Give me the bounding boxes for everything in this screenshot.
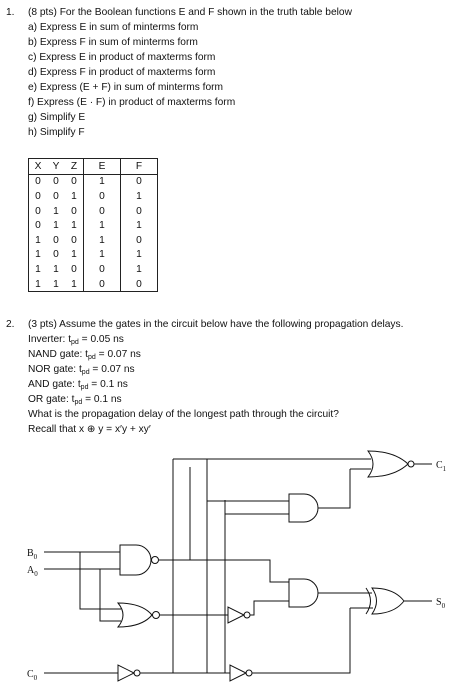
- cell-e: 0: [84, 262, 121, 277]
- cell-y: 0: [53, 190, 59, 202]
- header-f: F: [121, 159, 158, 175]
- cell-e: 1: [84, 233, 121, 248]
- nor-bubble: [153, 612, 160, 619]
- cell-z: 1: [65, 189, 84, 204]
- cell-x: 1: [29, 233, 48, 248]
- cell-x: 1: [29, 277, 48, 292]
- inverter-c0: [118, 665, 134, 681]
- xor-gate: [372, 588, 404, 614]
- cell-x: 1: [29, 248, 48, 263]
- cell-z: 1: [65, 218, 84, 233]
- cell-f: 0: [121, 204, 158, 219]
- q1-part-f: f) Express (E · F) in product of maxterms form: [28, 97, 236, 108]
- cell-f: 1: [121, 248, 158, 263]
- cell-f: 1: [121, 262, 158, 277]
- nand-gate: [120, 545, 151, 575]
- q1-line: (8 pts) For the Boolean functions E and F shown in the truth table below: [28, 7, 352, 18]
- cell-x: 0: [29, 204, 48, 219]
- cell-z: 1: [65, 277, 84, 292]
- cell-e: 1: [84, 248, 121, 263]
- cell-z: 0: [65, 204, 84, 219]
- q1-part-e: e) Express (E + F) in sum of minterms form: [28, 82, 224, 93]
- cell-y: 1: [47, 277, 65, 292]
- label-c0: $C_0$: [27, 669, 38, 682]
- cell-y: 1: [53, 220, 59, 232]
- cell-z: 0: [65, 233, 84, 248]
- label-s0: $S_0$: [436, 597, 446, 610]
- cell-x: 0: [29, 218, 48, 233]
- delay-or: OR gate: $t_{pd} = 0.1$ ns: [28, 394, 122, 406]
- header-y: Y: [47, 159, 65, 175]
- cell-y: 1: [53, 263, 59, 275]
- q1-part-g: g) Simplify E: [28, 112, 86, 123]
- cell-e: 0: [84, 277, 121, 292]
- cell-f: 1: [121, 189, 158, 204]
- cell-e: 1: [84, 218, 121, 233]
- q1-part-d: d) Express F in product of maxterms form: [28, 67, 216, 78]
- and-gate-middle: [289, 494, 318, 522]
- q2-question: What is the propagation delay of the longest path through the circuit?: [28, 409, 339, 420]
- q1-part-c: c) Express E in product of maxterms form: [28, 52, 216, 63]
- q1-part-b: b) Express F in sum of minterms form: [28, 37, 198, 48]
- cell-x: 1: [29, 262, 48, 277]
- cell-e: 0: [84, 189, 121, 204]
- cell-f: 0: [121, 277, 158, 292]
- label-b0: $B_0$: [27, 548, 38, 561]
- cell-f: 0: [121, 174, 158, 189]
- header-x: X: [29, 159, 48, 175]
- delay-nor: NOR gate: $t_{pd} = 0.07$ ns: [28, 364, 135, 376]
- cell-y: 1: [53, 205, 59, 217]
- cell-z: 1: [65, 248, 84, 263]
- question-2-number: 2.: [6, 319, 15, 330]
- cell-f: 1: [121, 218, 158, 233]
- nor-gate: [118, 603, 152, 627]
- cell-x: 0: [29, 189, 48, 204]
- cell-y: 0: [53, 249, 59, 261]
- delay-and: AND gate: $t_{pd} = 0.1$ ns: [28, 379, 128, 391]
- cell-y: 0: [53, 234, 59, 246]
- inverter-middle: [228, 607, 244, 623]
- header-z: Z: [65, 159, 84, 175]
- header-e: E: [84, 159, 121, 175]
- question-1-number: 1.: [6, 7, 15, 18]
- cell-f: 0: [121, 233, 158, 248]
- q2-intro: (3 pts) Assume the gates in the circuit below have the following propagation delays.: [28, 319, 404, 330]
- cell-z: 0: [65, 174, 84, 189]
- delay-nand: NAND gate: $t_{pd} = 0.07$ ns: [28, 349, 141, 361]
- q2-recall: Recall that x ⊕ y = x′y + xy′: [28, 424, 151, 435]
- q1-part-h: h) Simplify F: [28, 127, 85, 138]
- and-gate-lower: [289, 579, 318, 607]
- or-gate-top: [368, 451, 408, 477]
- label-a0: $A_0$: [27, 565, 38, 578]
- cell-y: 0: [53, 176, 59, 188]
- q1-part-a: a) Express E in sum of minterms form: [28, 22, 199, 33]
- inverter-bottom: [230, 665, 246, 681]
- cell-e: 0: [84, 204, 121, 219]
- cell-e: 1: [84, 174, 121, 189]
- nand-bubble: [152, 557, 159, 564]
- cell-z: 0: [65, 262, 84, 277]
- cell-x: 0: [29, 174, 48, 189]
- label-c1: $C_1$: [436, 460, 447, 473]
- delay-inverter: Inverter: $t_{pd} = 0.05$ ns: [28, 334, 124, 346]
